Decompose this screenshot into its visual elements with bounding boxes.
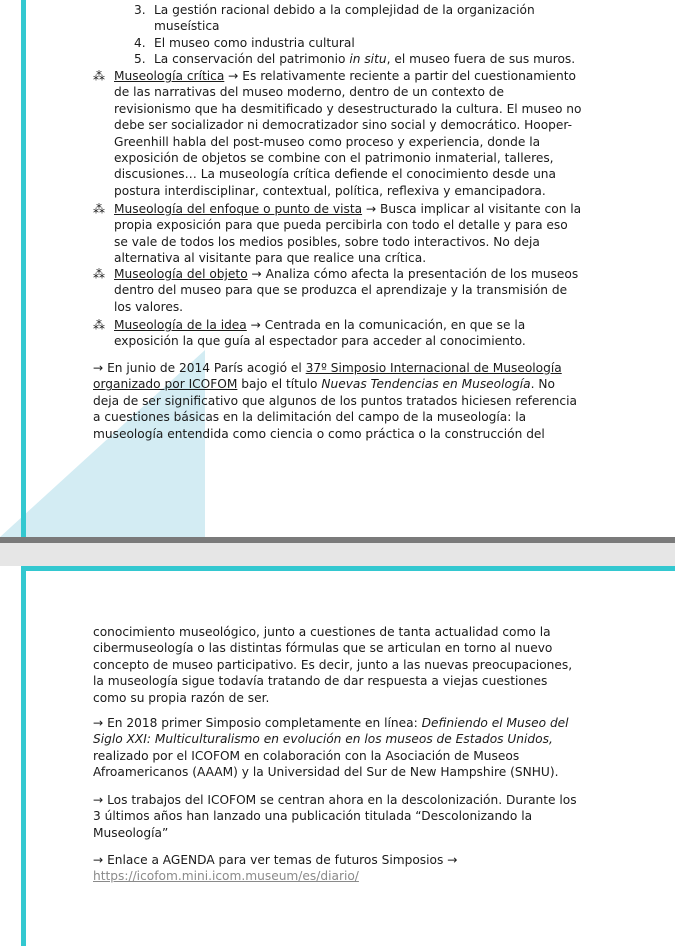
bullet-museologia-critica: ⁂ Museología crítica → Es relativamente reciente a partir del cuestionamiento de las narrativas del museo moderno, dentro de un contexto de revisionismo que ha desmitificado y desestructurado la cultura. El museo no debe ser socializador ni democratizador sino social y democrático. Hooper-Greenhill habla del post-museo como proceso y experiencia, donde la exposición de objetos se combine con el patrimonio inmaterial, talleres, discusiones… La museología crítica defiende el conocimiento desde una postura interdisciplinar, contextual, política, reflexiva y emancipadora. (93, 69, 582, 198)
paragraph-continuation: conocimiento museológico, junto a cuestiones de tanta actualidad como la cibermuseología o las distintas fórmulas que se articulan en torno al nuevo concepto de museo participativo. Es decir, junto a las nuevas preocupaciones, la museología sigue todavía tratando de dar respuesta a viejas cuestiones como su propia razón de ser. (93, 625, 573, 705)
simposio-link[interactable]: 37º Simposio Internacional de Museología organizado por ICOFOM (93, 361, 562, 392)
paragraph-2014-simposio: → En junio de 2014 París acogió el 37º Simposio Internacional de Museología organizado por ICOFOM bajo el título Nuevas Tendencias en Museología. No deja de ser significativo que algunos de los puntos tratados hiciesen referencia a cuestiones básicas en la delimitación del campo de la museología: la museología entendida como ciencia o como práctica o la construcción del (93, 361, 577, 441)
paragraph-2018-simposio: → En 2018 primer Simposio completamente en línea: Definiendo el Museo del Siglo XXI: Multiculturalismo en evolución en los museos de Estados Unidos, realizado por el ICOFOM en colaboración con la Asociación de Museos Afroamericanos (AAAM) y la Universidad del Sur de New Hampshire (SNHU). (93, 716, 569, 780)
asterism-bullet-icon: ⁂ (93, 69, 105, 83)
accent-bar (21, 0, 26, 537)
list-item: 4. El museo como industria cultural (134, 35, 355, 50)
bullet-museologia-idea: ⁂ Museología de la idea → Centrada en la comunicación, en que se la exposición la que guía al espectador para acceder al conocimiento. (93, 318, 526, 349)
list-item: 3. La gestión racional debido a la complejidad de la organización museística (134, 3, 535, 34)
asterism-bullet-icon: ⁂ (93, 202, 105, 216)
numbered-list (116, 2, 586, 68)
paragraph-descolonizacion: → Los trabajos del ICOFOM se centran ahora en la descolonización. Durante los 3 últimos años han lanzado una publicación titulada “Descolonizando la Museología” (93, 793, 577, 840)
paragraph-agenda: → Enlace a AGENDA para ver temas de futuros Simposios → https://icofom.mini.icom.museum/es/diario/ (93, 853, 458, 884)
accent-bar (21, 566, 26, 946)
page-separator (0, 537, 675, 566)
agenda-link[interactable]: https://icofom.mini.icom.museum/es/diario/ (93, 869, 359, 884)
page-number: 17 (29, 447, 74, 487)
bullet-museologia-enfoque: ⁂ Museología del enfoque o punto de vista → Busca implicar al visitante con la propia exposición para que pueda percibirla con todo el detalle y para eso se vale de todos los medios posibles, sobre todo interactivos. No deja alternativa al visitante para que realice una crítica. (93, 202, 582, 266)
bullet-museologia-objeto: ⁂ Museología del objeto → Analiza cómo afecta la presentación de los museos dentro del museo para que se produzca el aprendizaje y la transmisión de los valores. (93, 267, 579, 314)
page-18 (0, 566, 675, 946)
accent-bar-top (21, 566, 675, 571)
asterism-bullet-icon: ⁂ (93, 267, 105, 281)
list-item: 5. La conservación del patrimonio in situ, el museo fuera de sus muros. (134, 52, 576, 67)
asterism-bullet-icon: ⁂ (93, 318, 105, 332)
